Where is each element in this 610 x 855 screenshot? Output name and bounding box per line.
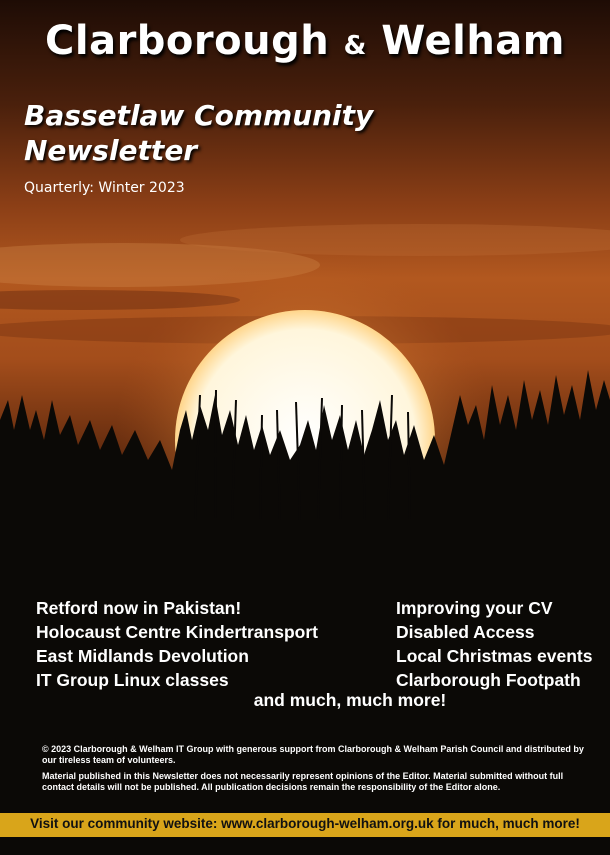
bottom-border: [0, 837, 610, 855]
subtitle-line-2: Newsletter: [24, 134, 198, 167]
headline-left-1: Retford now in Pakistan!: [36, 598, 242, 618]
edition-label: Quarterly: Winter 2023: [24, 180, 185, 196]
headline-right-3: Local Christmas events: [396, 646, 593, 666]
more-headlines: and much, much more!: [253, 690, 447, 710]
headline-left-4: IT Group Linux classes: [36, 670, 229, 690]
headline-right-1: Improving your CV: [396, 598, 553, 618]
website-link[interactable]: Visit our community website: www.clarborough-welham.org.uk for much, much more!: [30, 816, 580, 831]
headline-left-2: Holocaust Centre Kindertransport: [36, 622, 318, 642]
editorial-disclaimer: Material published in this Newsletter does not necessarily represent opinions of the Editor. Material submitted without full contact details will not be published. All publication decisions remain the responsibility of the Editor alone.: [42, 771, 564, 792]
headline-right-4: Clarborough Footpath: [396, 670, 581, 690]
masthead-title: [0, 18, 610, 64]
headline-right-2: Disabled Access: [396, 622, 535, 642]
masthead-ampersand: &: [343, 31, 367, 61]
newsletter-subtitle: [24, 98, 373, 168]
headline-left-3: East Midlands Devolution: [36, 646, 249, 666]
copyright-notice: © 2023 Clarborough & Welham IT Group with generous support from Clarborough & Welham Parish Council and distributed by our tireless team of volunteers.: [42, 744, 584, 765]
masthead-part1: Clarborough: [45, 18, 330, 64]
masthead-part2: Welham: [381, 18, 565, 64]
subtitle-line-1: Bassetlaw Community: [24, 99, 374, 132]
